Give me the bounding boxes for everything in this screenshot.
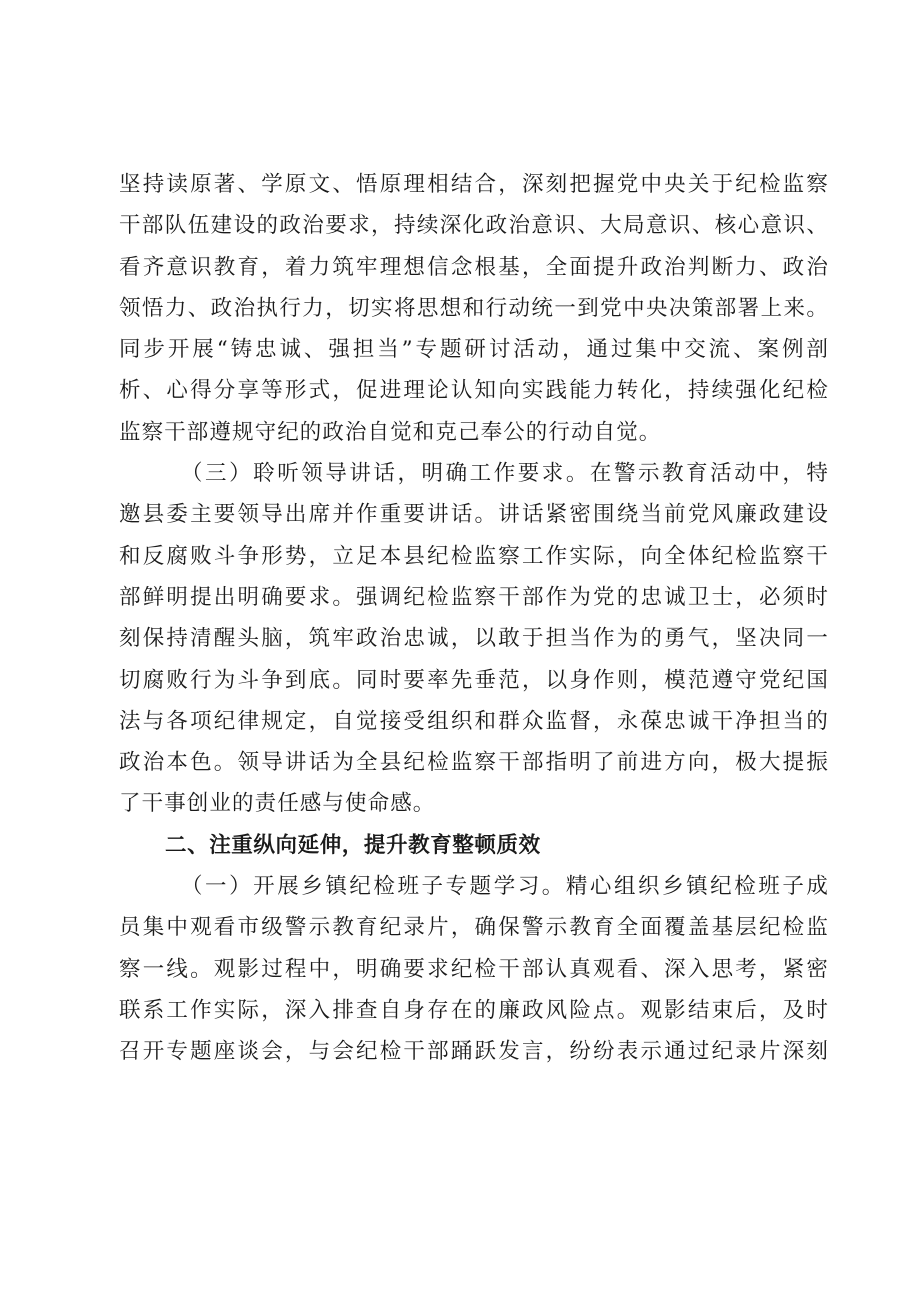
text-line: 看齐意识教育，着力筑牢理想信念根基，全面提升政治判断力、政治 [119, 254, 829, 280]
text-line: 同步开展“铸忠诚、强担当”专题研讨活动，通过集中交流、案例剖 [119, 337, 829, 363]
text-line: 部鲜明提出明确要求。强调纪检监察干部作为党的忠诚卫士，必须时 [119, 584, 829, 610]
text-line: 监察干部遵规守纪的政治自觉和克己奉公的行动自觉。 [119, 419, 662, 445]
text-line: 政治本色。领导讲话为全县纪检监察干部指明了前进方向，极大提振 [119, 750, 829, 776]
text-line: 召开专题座谈会，与会纪检干部踊跃发言，纷纷表示通过纪录片深刻 [119, 1039, 829, 1065]
section-heading-text: 二、注重纵向延伸，提升教育整顿质效 [165, 832, 541, 858]
text-line: 员集中观看市级警示教育纪录片，确保警示教育全面覆盖基层纪检监 [119, 915, 829, 941]
paragraph-leader-speech [119, 453, 829, 825]
text-line: 察一线。观影过程中，明确要求纪检干部认真观看、深入思考，紧密 [119, 956, 829, 982]
text-line: 和反腐败斗争形势，立足本县纪检监察工作实际，向全体纪检监察干 [119, 543, 829, 569]
text-line: 邀县委主要领导出席并作重要讲话。讲话紧密围绕当前党风廉政建设 [119, 502, 829, 528]
text-line: 领悟力、政治执行力，切实将思想和行动统一到党中央决策部署上来。 [119, 295, 829, 321]
section-heading [119, 825, 829, 866]
text-line: 析、心得分享等形式，促进理论认知向实践能力转化，持续强化纪检 [119, 378, 829, 404]
paragraph-township-study [119, 866, 829, 1072]
text-line: （一）开展乡镇纪检班子专题学习。精心组织乡镇纪检班子成 [181, 874, 829, 900]
text-line: 刻保持清醒头脑，筑牢政治忠诚，以敢于担当作为的勇气，坚决同一 [119, 626, 829, 652]
text-line: （三）聆听领导讲话，明确工作要求。在警示教育活动中，特 [181, 461, 829, 487]
text-line: 干部队伍建设的政治要求，持续深化政治意识、大局意识、核心意识、 [119, 213, 829, 239]
text-line: 联系工作实际，深入排查自身存在的廉政风险点。观影结束后，及时 [119, 997, 829, 1023]
paragraph-political-study [119, 164, 829, 453]
text-line: 了干事创业的责任感与使命感。 [119, 791, 436, 817]
text-line: 切腐败行为斗争到底。同时要率先垂范，以身作则，模范遵守党纪国 [119, 667, 829, 693]
text-line: 坚持读原著、学原文、悟原理相结合，深刻把握党中央关于纪检监察 [119, 172, 829, 197]
text-line: 法与各项纪律规定，自觉接受组织和群众监督，永葆忠诚干净担当的 [119, 708, 829, 734]
document-body [119, 164, 829, 1073]
